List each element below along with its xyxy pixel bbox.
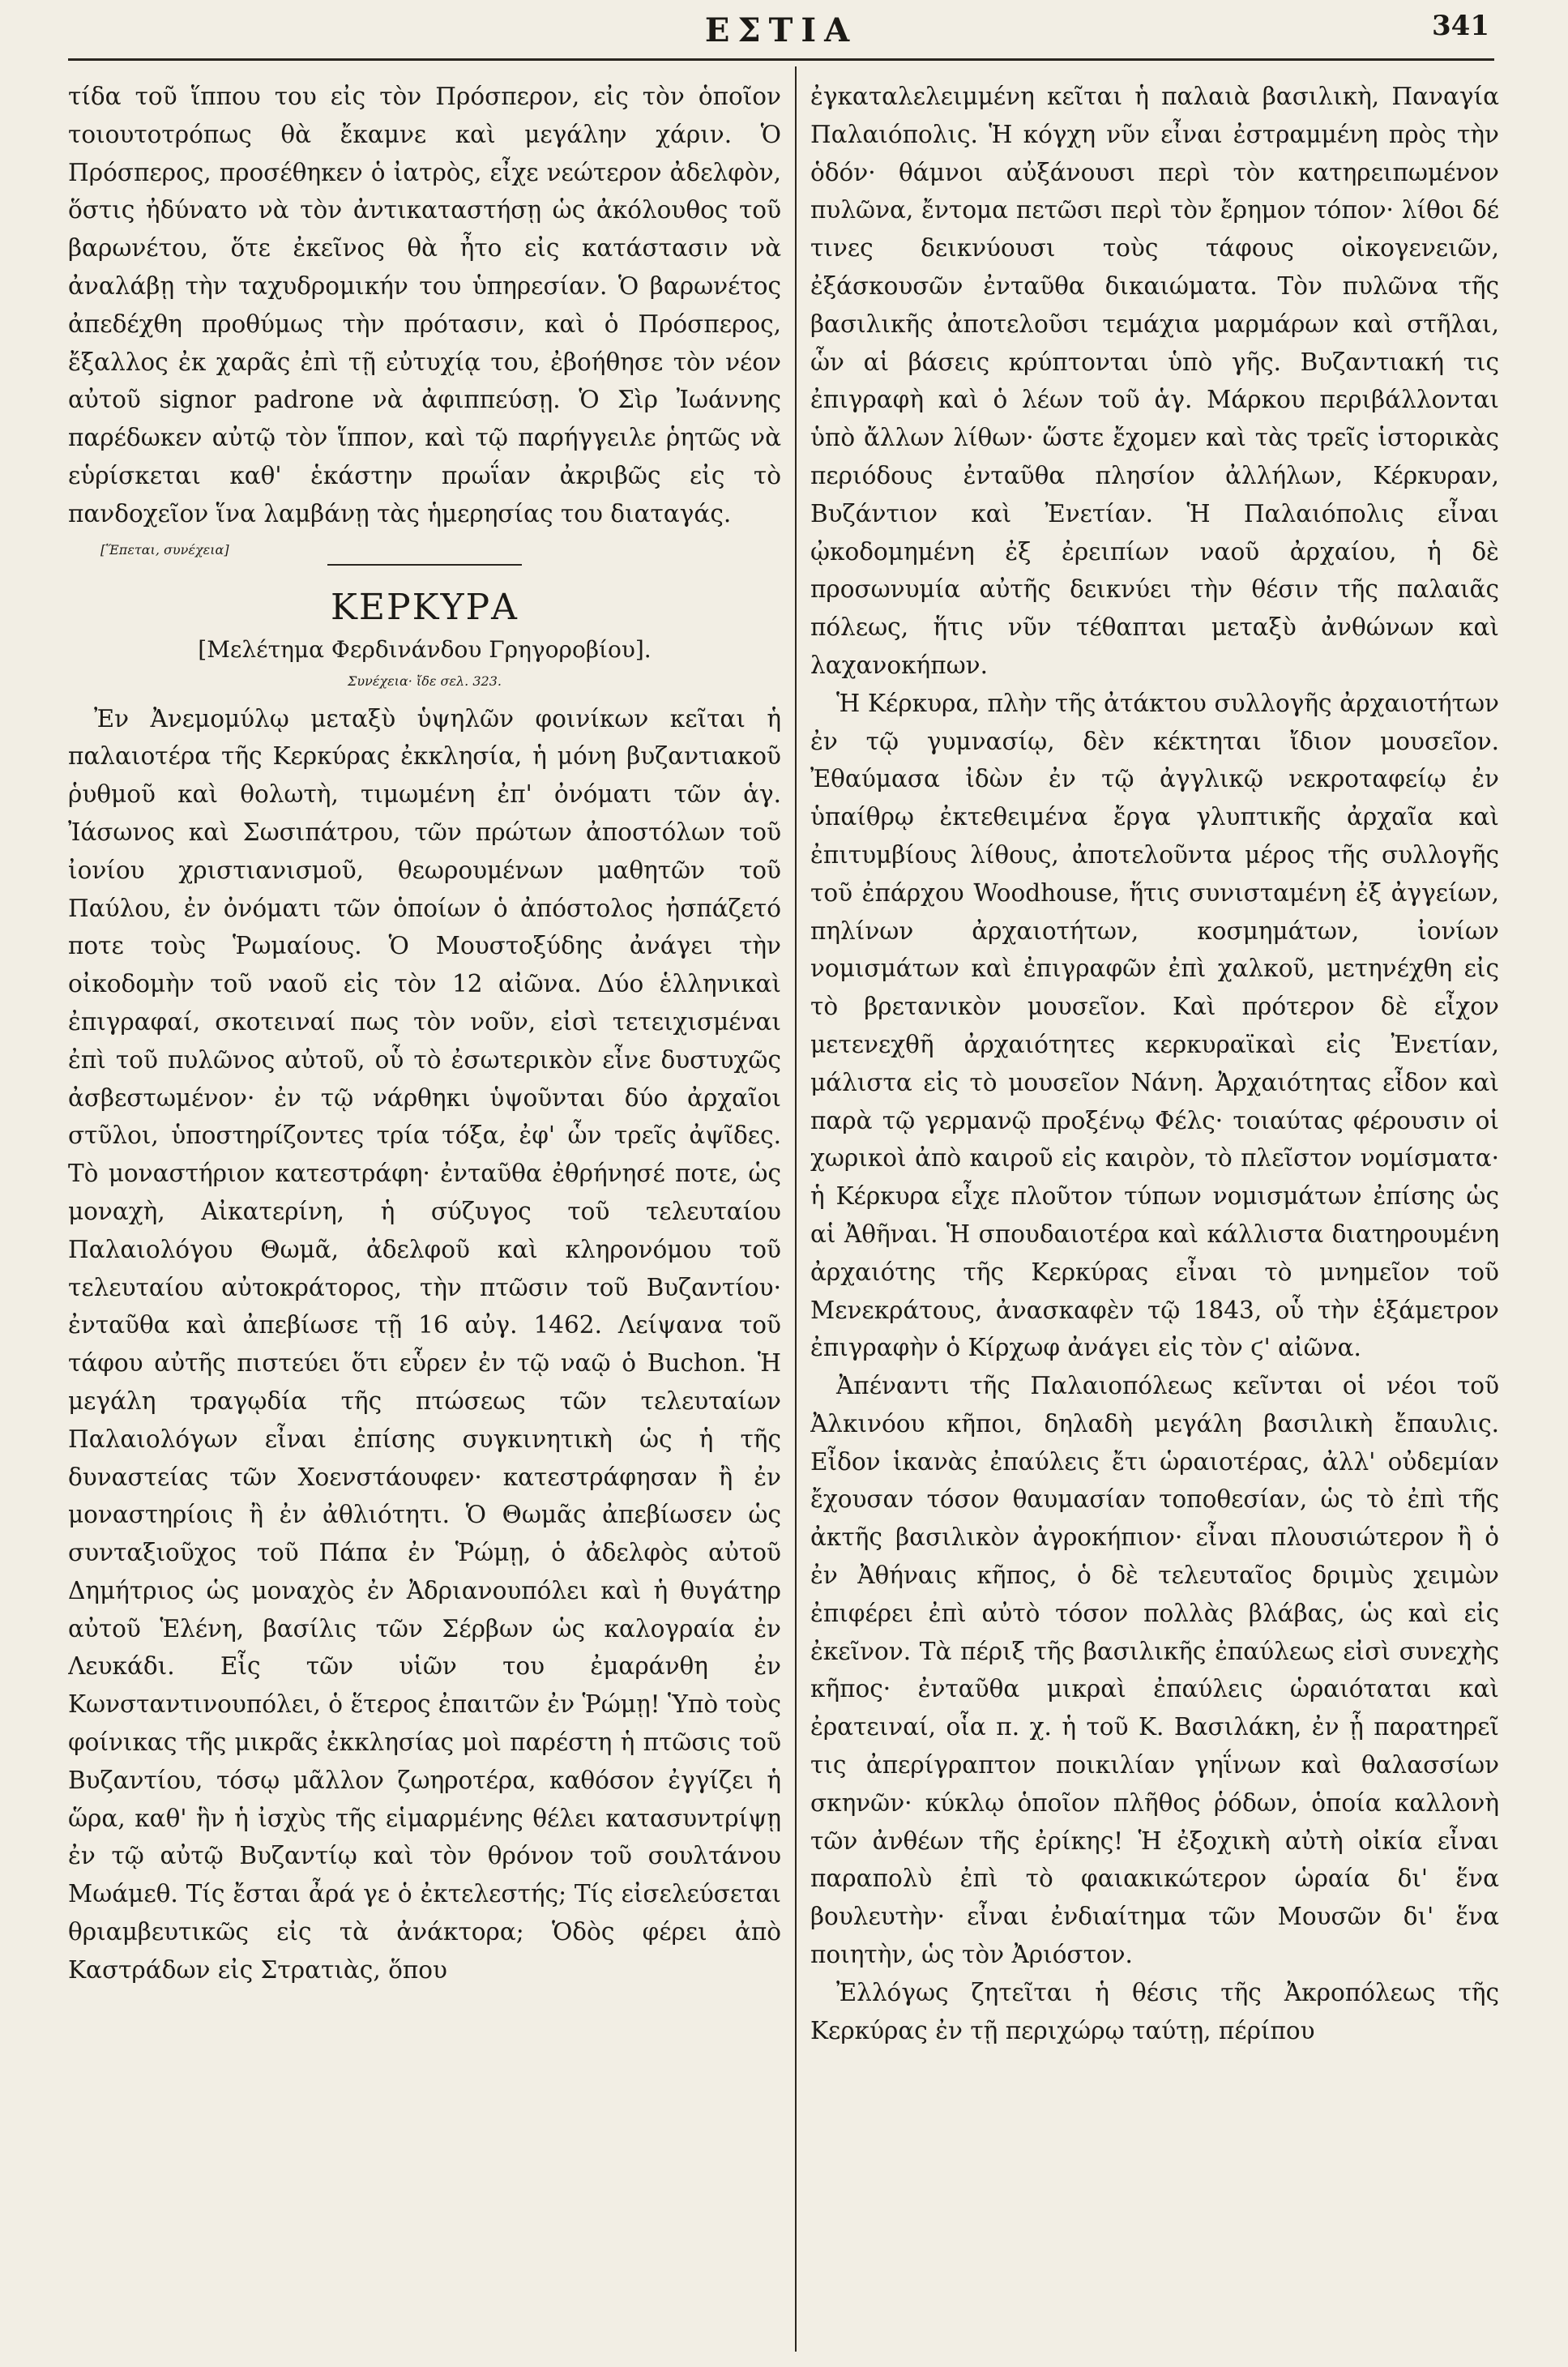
- left-column: [68, 78, 781, 2347]
- page-number: 341: [1432, 10, 1489, 42]
- continuation-note: [Ἕπεται, συνέχεια]: [100, 541, 229, 558]
- article-subtitle: [Μελέτημα Φερδινάνδου Γρηγοροβίου].: [198, 635, 652, 663]
- article-paragraph: Ἐν Ἀνεμομύλῳ μεταξὺ ὑψηλῶν φοινίκων κεῖται ἡ παλαιοτέρα τῆς Κερκύρας ἐκκλησία, ἡ μόνη βυζαντιακοῦ ῥυθμοῦ καὶ θολωτὴ, τιμωμένη ἐπ' ὀνόματι τῶν ἁγ. Ἰάσωνος καὶ Σωσιπάτρου, τῶν πρώτων ἀποστόλων τοῦ ἰονίου χριστιανισμοῦ, θεωρουμένων μαθητῶν τοῦ Παύλου, ἐν ὀνόματι τῶν ὁποίων ὁ ἀπόστολος ἠσπάζετό ποτε τοὺς Ῥωμαίους. Ὁ Μουστοξύδης ἀνάγει τὴν οἰκοδομὴν τοῦ ναοῦ εἰς τὸν 12 αἰῶνα. Δύο ἑλληνικαὶ ἐπιγραφαί, σκοτειναί πως τὸν νοῦν, εἰσὶ τετειχισμέναι ἐπὶ τοῦ πυλῶνος αὐτοῦ, οὗ τὸ ἐσωτερικὸν εἶνε δυστυχῶς ἀσβεστωμένον· ἐν τῷ νάρθηκι ὑψοῦνται δύο ἀρχαῖοι στῦλοι, ὑποστηρίζοντες τρία τόξα, ἐφ' ὧν τρεῖς ἀψῖδες. Τὸ μοναστήριον κατεστράφη· ἐνταῦθα ἐθρήνησέ ποτε, ὡς μοναχὴ, Αἰκατερίνη, ἡ σύζυγος τοῦ τελευταίου Παλαιολόγου Θωμᾶ, ἀδελφοῦ καὶ κληρονόμου τοῦ τελευταίου αὐτοκράτορος, τὴν πτῶσιν τοῦ Βυζαντίου· ἐνταῦθα καὶ ἀπεβίωσε τῇ 16 αὐγ. 1462. Λείψανα τοῦ τάφου αὐτῆς πιστεύει ὅτι εὗρεν ἐν τῷ ναῷ ὁ Buchon. Ἡ μεγάλη τραγῳδία τῆς πτώσεως τῶν τελευταίων Παλαιολόγων εἶναι ἐπίσης συγκινητικὴ ὡς ἡ τῆς δυναστείας τῶν Χοενστάουφεν· κατεστράφησαν ἢ ἐν μοναστηρίοις ἢ ἐν ἀθλιότητι. Ὁ Θωμᾶς ἀπεβίωσεν ὡς συνταξιοῦχος τοῦ Πάπα ἐν Ῥώμῃ, ὁ ἀδελφὸς αὐτοῦ Δημήτριος ὡς μοναχὸς ἐν Ἀδριανουπόλει καὶ ἡ θυγάτηρ αὐτοῦ Ἑλένη, βασίλις τῶν Σέρβων ὡς καλογραία ἐν Λευκάδι. Εἷς τῶν υἱῶν του ἐμαράνθη ἐν Κωνσταντινουπόλει, ὁ ἕτερος ἐπαιτῶν ἐν Ῥώμῃ! Ὑπὸ τοὺς φοίνικας τῆς μικρᾶς ἐκκλησίας μοὶ παρέστη ἡ πτῶσις τοῦ Βυζαντίου, τόσῳ μᾶλλον ζωηροτέρα, καθόσον ἐγγίζει ἡ ὥρα, καθ' ἣν ἡ ἰσχὺς τῆς εἱμαρμένης θέλει κατασυντρίψῃ ἐν τῷ αὐτῷ Βυζαντίῳ καὶ τὸν θρόνον τοῦ σουλτάνου Μωάμεθ. Τίς ἔσται ἆρά γε ὁ ἐκτελεστής; Τίς εἰσελεύσεται θριαμβευτικῶς εἰς τὰ ἀνάκτορα; Ὁδὸς φέρει ἀπὸ Καστράδων εἰς Στρατιὰς, ὅπου: [68, 704, 781, 1984]
- section-rule: [327, 564, 522, 566]
- page-header: [68, 8, 1494, 57]
- column-divider: [795, 66, 797, 2352]
- article-continued-note: Συνέχεια· ἴδε σελ. 323.: [348, 673, 502, 689]
- serial-story-ending: τίδα τοῦ ἵππου του εἰς τὸν Πρόσπερον, εἰς τὸν ὁποῖον τοιουτοτρόπως θὰ ἔκαμνε καὶ μεγάλην χάριν. Ὁ Πρόσπερος, προσέθηκεν ὁ ἰατρὸς, εἶχε νεώτερον ἀδελφὸν, ὅστις ἠδύνατο νὰ τὸν ἀντικαταστήσῃ ὡς ἀκόλουθος τοῦ βαρωνέτου, ὅτε ἐκεῖνος θὰ ἦτο εἰς κατάστασιν νὰ ἀναλάβῃ τὴν ταχυδρομικήν του ὑπηρεσίαν. Ὁ βαρωνέτος ἀπεδέχθη προθύμως τὴν πρότασιν, καὶ ὁ Πρόσπερος, ἔξαλλος ἐκ χαρᾶς ἐπὶ τῇ εὐτυχίᾳ του, ἐβοήθησε τὸν νέον αὐτοῦ signor padrone νὰ ἀφιππεύσῃ. Ὁ Σὶρ Ἰωάννης παρέδωκεν αὐτῷ τὸν ἵππον, καὶ τῷ παρήγγειλε ῥητῶς νὰ εὑρίσκεται καθ' ἑκάστην πρωΐαν ἀκριβῶς εἰς τὸ πανδοχεῖον ἵνα λαμβάνῃ τὰς ἡμερησίας του διαταγάς.: [68, 83, 781, 528]
- article-paragraph: Ἀπέναντι τῆς Παλαιοπόλεως κεῖνται οἱ νέοι τοῦ Ἀλκινόου κῆποι, δηλαδὴ μεγάλη βασιλικὴ ἔπαυλις. Εἶδον ἱκανὰς ἐπαύλεις ἔτι ὡραιοτέρας, ἀλλ' οὐδεμίαν ἔχουσαν τόσον θαυμασίαν τοποθεσίαν, ὡς τὸ ἐπὶ τῆς ἀκτῆς βασιλικὸν ἀγροκήπιον· εἶναι πλουσιώτερον ἢ ὁ ἐν Ἀθήναις κῆπος, ὁ δὲ τελευταῖος δριμὺς χειμὼν ἐπιφέρει ἐπὶ αὐτὸ τόσον πολλὰς βλάβας, ὡς καὶ εἰς ἐκεῖνον. Τὰ πέριξ τῆς βασιλικῆς ἐπαύλεως εἰσὶ συνεχὴς κῆπος· ἐνταῦθα μικραὶ ἐπαύλεις ὡραιόταται καὶ ἐρατειναί, οἷα π. χ. ἡ τοῦ Κ. Βασιλάκη, ἐν ᾗ παρατηρεῖ τις ἀπερίγραπτον ποικιλίαν γηΐνων καὶ θαλασσίων σκηνῶν· κύκλῳ ὁποῖον πλῆθος ῥόδων, ὁποία καλλονὴ τῶν ἀνθέων τῆς ἐρίκης! Ἡ ἐξοχικὴ αὐτὴ οἰκία εἶναι παραπολὺ ἐπὶ τὸ φαιακικώτερον ὡραία δι' ἕνα βουλευτὴν· εἶναι ἐνδιαίτημα τῶν Μουσῶν δι' ἕνα ποιητὴν, ὡς τὸν Ἀριόστον.: [810, 1372, 1499, 1969]
- right-column: [810, 78, 1499, 2347]
- article-paragraph: Ἡ Κέρκυρα, πλὴν τῆς ἀτάκτου συλλογῆς ἀρχαιοτήτων ἐν τῷ γυμνασίῳ, δὲν κέκτηται ἴδιον μουσεῖον. Ἐθαύμασα ἰδὼν ἐν τῷ ἀγγλικῷ νεκροταφείῳ ἐν ὑπαίθρῳ ἐκτεθειμένα ἔργα γλυπτικῆς ἀρχαῖα καὶ ἐπιτυμβίους λίθους, ἀποτελοῦντα μέρος τῆς συλλογῆς τοῦ ἐπάρχου Woodhouse, ἥτις συνισταμένη ἐξ ἀγγείων, πηλίνων ἀρχαιοτήτων, κοσμημάτων, ἰονίων νομισμάτων καὶ ἐπιγραφῶν ἐπὶ χαλκοῦ, μετηνέχθη εἰς τὸ βρετανικὸν μουσεῖον. Καὶ πρότερον δὲ εἶχον μετενεχθῆ ἀρχαιότητες κερκυραϊκαὶ εἰς Ἐνετίαν, μάλιστα εἰς τὸ μουσεῖον Νάνη. Ἀρχαιότητας εἶδον καὶ παρὰ τῷ γερμανῷ προξένῳ Φέλς· τοιαύτας φέρουσιν οἱ χωρικοὶ ἀπὸ καιροῦ εἰς καιρὸν, τὸ πλεῖστον νομίσματα· ἡ Κέρκυρα εἶχε πλοῦτον τύπων νομισμάτων ἐπίσης ὡς αἱ Ἀθῆναι. Ἡ σπουδαιοτέρα καὶ κάλλιστα διατηρουμένη ἀρχαιότης τῆς Κερκύρας εἶναι τὸ μνημεῖον τοῦ Μενεκράτους, ἀνασκαφὲν τῷ 1843, οὗ τὴν ἑξάμετρον ἐπιγραφὴν ὁ Κίρχωφ ἀνάγει εἰς τὸν ϛ' αἰῶνα.: [810, 689, 1499, 1362]
- journal-title: ΕΣΤΙΑ: [704, 11, 858, 49]
- header-rule: [68, 58, 1494, 61]
- article-title: ΚΕΡΚΥΡΑ: [331, 586, 519, 628]
- article-paragraph: Ἐλλόγως ζητεῖται ἡ θέσις τῆς Ἀκροπόλεως τῆς Κερκύρας ἐν τῇ περιχώρῳ ταύτῃ, πέρίπου: [810, 1978, 1499, 2044]
- article-paragraph: ἐγκαταλελειμμένη κεῖται ἡ παλαιὰ βασιλικὴ, Παναγία Παλαιόπολις. Ἡ κόγχη νῦν εἶναι ἐστραμμένη πρὸς τὴν ὁδόν· θάμνοι αὐξάνουσι περὶ τὸν κατηρειπωμένον πυλῶνα, ἔντομα πετῶσι περὶ τὸν ἔρημον τόπον· λίθοι δέ τινες δεικνύουσι τοὺς τάφους οἰκογενειῶν, ἐξάσκουσῶν ἐνταῦθα δικαιώματα. Τὸν πυλῶνα τῆς βασιλικῆς ἀποτελοῦσι τεμάχια μαρμάρων καὶ στῆλαι, ὧν αἱ βάσεις κρύπτονται ὑπὸ γῆς. Βυζαντιακή τις ἐπιγραφὴ καὶ ὁ λέων τοῦ ἁγ. Μάρκου περιβάλλονται ὑπὸ ἄλλων λίθων· ὥστε ἔχομεν καὶ τὰς τρεῖς ἱστορικὰς περιόδους ἐνταῦθα πλησίον ἀλλήλων, Κέρκυραν, Βυζάντιον καὶ Ἐνετίαν. Ἡ Παλαιόπολις εἶναι ᾠκοδομημένη ἐξ ἐρειπίων ναοῦ ἀρχαίου, ἡ δὲ προσωνυμία αὐτῆς δεικνύει τὴν θέσιν τῆς παλαιᾶς πόλεως, ἥτις νῦν τέθαπται μεταξὺ ἀνθώνων καὶ λαχανοκήπων.: [810, 83, 1499, 679]
